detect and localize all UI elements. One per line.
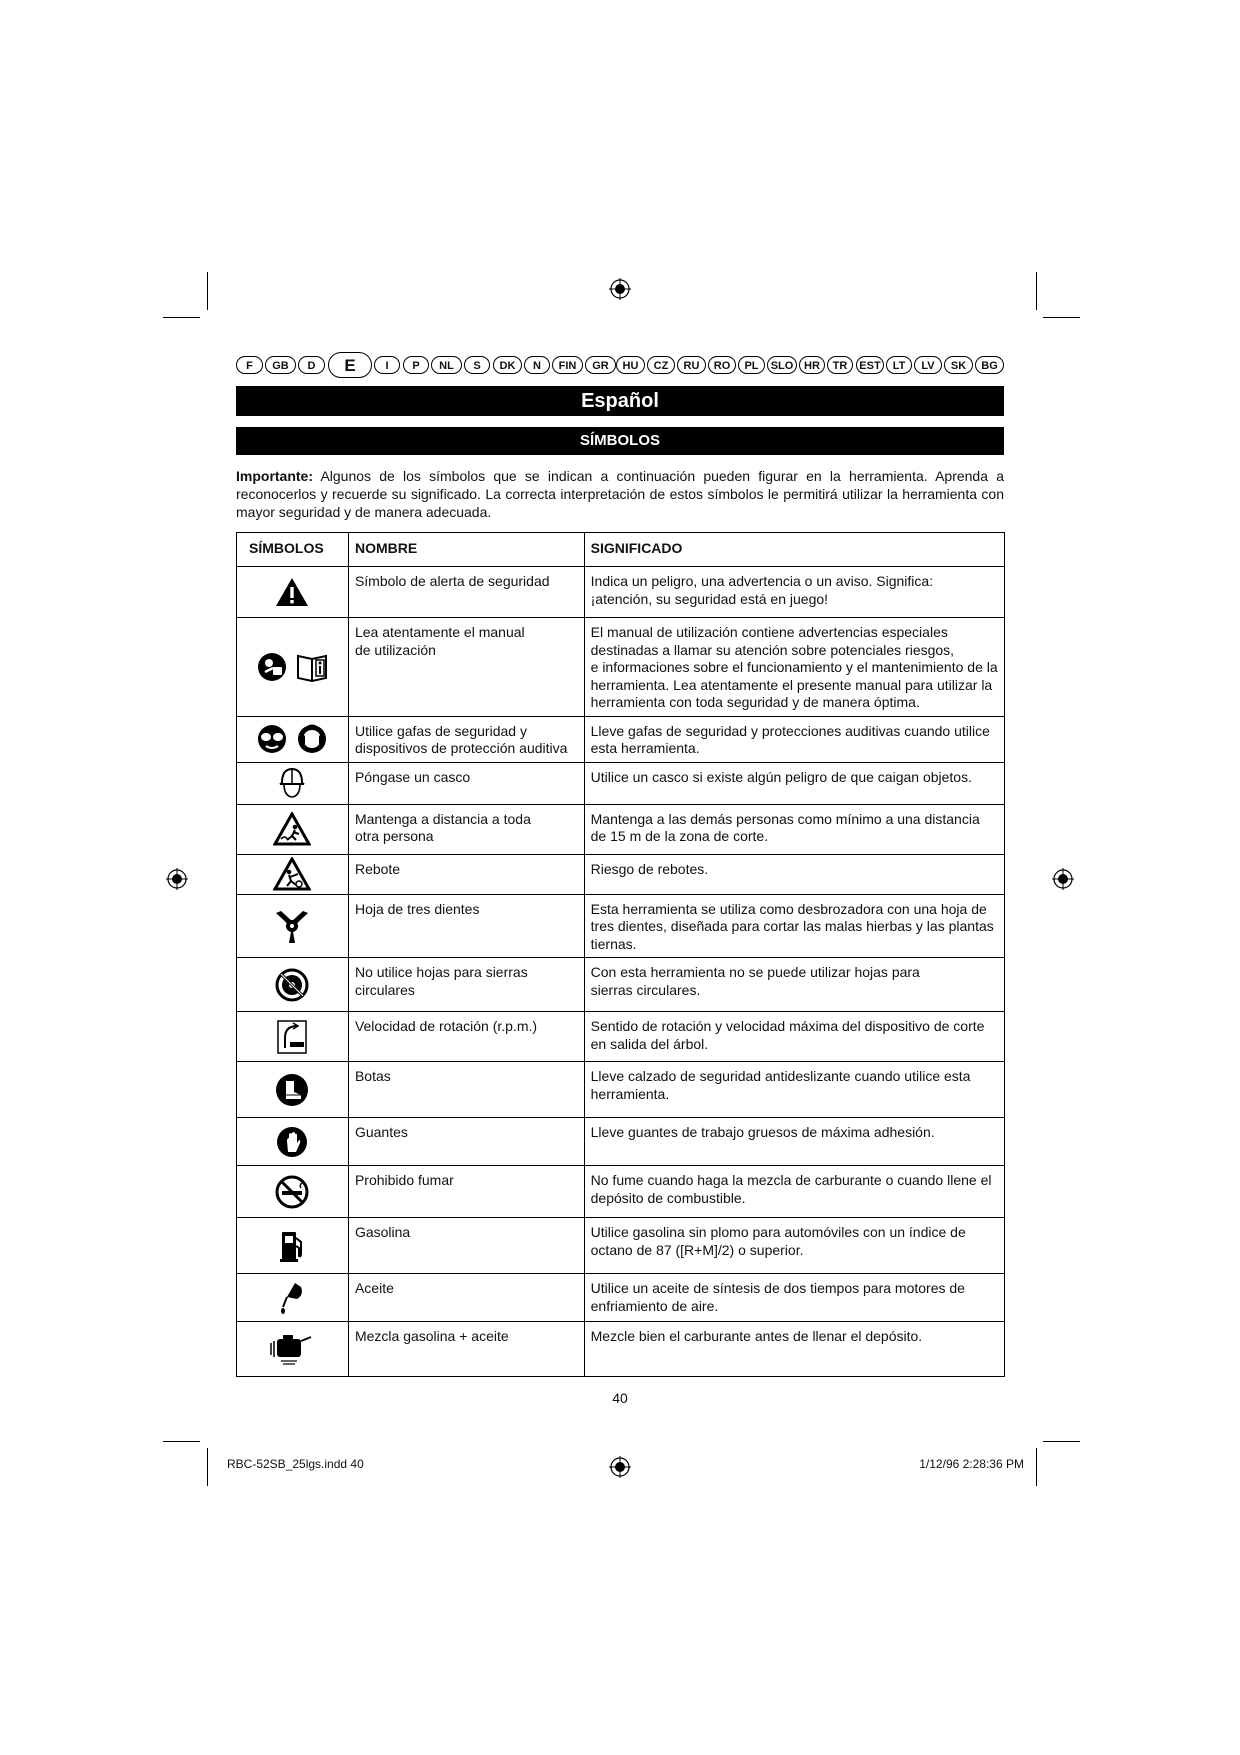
registration-mark-icon	[166, 868, 188, 890]
no-smoking-icon	[275, 1182, 309, 1198]
three-tooth-blade-icon	[272, 916, 312, 932]
symbol-cell	[237, 762, 349, 804]
crop-mark	[163, 1441, 200, 1442]
language-tab-est[interactable]: EST	[856, 356, 884, 374]
language-tab-nl[interactable]: NL	[431, 356, 462, 374]
gloves-icon	[276, 1132, 308, 1148]
no-circular-saw-icon	[275, 975, 309, 991]
language-tab-i[interactable]: I	[374, 356, 400, 374]
header-symbols: SÍMBOLOS	[237, 533, 349, 567]
symbol-meaning: Lleve gafas de seguridad y protecciones auditivas cuando utilice esta herramienta.	[584, 716, 1004, 762]
language-tab-fin[interactable]: FIN	[552, 356, 583, 374]
symbol-cell	[237, 618, 349, 717]
registration-mark-icon	[609, 278, 631, 300]
symbol-name: Hoja de tres dientes	[348, 894, 584, 958]
symbol-cell	[237, 716, 349, 762]
crop-mark	[1043, 1441, 1080, 1442]
language-tabs	[236, 355, 1004, 377]
language-tab-lt[interactable]: LT	[886, 356, 912, 374]
symbols-table	[236, 532, 1005, 1377]
language-tab-hu[interactable]: HU	[616, 356, 645, 374]
symbol-meaning: Utilice gasolina sin plomo para automóviles con un índice de octano de 87 ([R+M]/2) o superior.	[584, 1218, 1004, 1274]
language-tab-e[interactable]: E	[328, 352, 372, 378]
symbol-name: Símbolo de alerta de seguridad	[348, 567, 584, 618]
language-tab-ru[interactable]: RU	[677, 356, 706, 374]
header-meaning: SIGNIFICADO	[584, 533, 1004, 567]
language-tab-lv[interactable]: LV	[914, 356, 942, 374]
symbol-name: Guantes	[348, 1118, 584, 1166]
crop-mark	[1036, 272, 1037, 310]
symbol-meaning: No fume cuando haga la mezcla de carburante o cuando llene el depósito de combustible.	[584, 1166, 1004, 1218]
warning-triangle-icon	[274, 583, 310, 599]
language-tab-s[interactable]: S	[464, 356, 490, 374]
table-row	[237, 618, 1005, 717]
language-tab-gr[interactable]: GR	[585, 356, 616, 374]
language-tab-bg[interactable]: BG	[975, 356, 1004, 374]
keep-distance-icon	[273, 820, 311, 836]
table-header-row	[237, 533, 1005, 567]
language-tab-slo[interactable]: SLO	[767, 356, 797, 374]
language-tab-ro[interactable]: RO	[708, 356, 736, 374]
symbol-meaning: Lleve guantes de trabajo gruesos de máxima adhesión.	[584, 1118, 1004, 1166]
symbol-name: Póngase un casco	[348, 762, 584, 804]
registration-mark-icon	[609, 1456, 631, 1478]
symbol-meaning: Riesgo de rebotes.	[584, 854, 1004, 894]
footer-filename: RBC-52SB_25lgs.indd 40	[227, 1457, 364, 1471]
symbol-cell	[237, 1274, 349, 1322]
language-tab-f[interactable]: F	[236, 356, 263, 374]
symbol-meaning: Esta herramienta se utiliza como desbrozadora con una hoja de tres dientes, diseñada para cortar las malas hierbas y las plantas tiernas.	[584, 894, 1004, 958]
intro-lead: Importante:	[236, 468, 313, 484]
kickback-icon	[273, 865, 311, 881]
read-manual-icon	[256, 657, 328, 673]
section-title-bar: SÍMBOLOS	[236, 427, 1004, 455]
language-tab-p[interactable]: P	[403, 356, 429, 374]
table-row	[237, 567, 1005, 618]
table-row	[237, 854, 1005, 894]
table-row	[237, 1118, 1005, 1166]
symbol-cell	[237, 1012, 349, 1062]
symbol-cell	[237, 804, 349, 854]
symbol-cell	[237, 854, 349, 894]
footer-date: 1/12/96 2:28:36 PM	[919, 1457, 1024, 1471]
symbol-cell	[237, 1218, 349, 1274]
language-tab-sk[interactable]: SK	[944, 356, 973, 374]
symbol-cell	[237, 567, 349, 618]
symbol-meaning: Sentido de rotación y velocidad máxima del dispositivo de corte en salida del árbol.	[584, 1012, 1004, 1062]
fuel-mix-icon	[267, 1340, 317, 1356]
symbol-name: Rebote	[348, 854, 584, 894]
symbol-meaning: Indica un peligro, una advertencia o un aviso. Significa: ¡atención, su seguridad está en juego!	[584, 567, 1004, 618]
symbol-cell	[237, 958, 349, 1012]
symbol-cell	[237, 894, 349, 958]
symbol-name: No utilice hojas para sierras circulares	[348, 958, 584, 1012]
symbol-meaning: Utilice un aceite de síntesis de dos tiempos para motores de enfriamiento de aire.	[584, 1274, 1004, 1322]
table-row	[237, 958, 1005, 1012]
header-name: NOMBRE	[348, 533, 584, 567]
table-row	[237, 894, 1005, 958]
intro-paragraph	[236, 467, 1004, 521]
language-tab-dk[interactable]: DK	[493, 356, 522, 374]
language-tab-hr[interactable]: HR	[799, 356, 825, 374]
language-tab-cz[interactable]: CZ	[647, 356, 675, 374]
table-row	[237, 716, 1005, 762]
intro-text: Algunos de los símbolos que se indican a continuación pueden figurar en la herramienta. Aprenda a reconocerlos y recuerde su significado. La correcta interpretación de estos símbolos le permitirá utilizar la herramienta con mayor seguridad y de manera adecuada.	[236, 468, 1004, 520]
symbol-name: Prohibido fumar	[348, 1166, 584, 1218]
symbol-cell	[237, 1166, 349, 1218]
page-number: 40	[612, 1390, 628, 1406]
table-row	[237, 804, 1005, 854]
helmet-icon	[277, 774, 307, 790]
crop-mark	[1036, 1448, 1037, 1486]
table-row	[237, 1062, 1005, 1118]
symbol-name: Lea atentamente el manual de utilización	[348, 618, 584, 717]
symbol-meaning: Con esta herramienta no se puede utilizar hojas para sierras circulares.	[584, 958, 1004, 1012]
registration-mark-icon	[1052, 868, 1074, 890]
symbol-meaning: Utilice un casco si existe algún peligro de que caigan objetos.	[584, 762, 1004, 804]
symbol-cell	[237, 1118, 349, 1166]
language-title-bar: Español	[236, 386, 1004, 416]
goggles-ear-protection-icon	[256, 730, 328, 746]
table-row	[237, 1012, 1005, 1062]
crop-mark	[207, 272, 208, 310]
symbol-name: Mezcla gasolina + aceite	[348, 1322, 584, 1377]
language-tab-d[interactable]: D	[298, 356, 325, 374]
symbol-name: Mantenga a distancia a toda otra persona	[348, 804, 584, 854]
symbol-name: Velocidad de rotación (r.p.m.)	[348, 1012, 584, 1062]
crop-mark	[1043, 317, 1080, 318]
table-row	[237, 1322, 1005, 1377]
rotation-speed-icon	[277, 1027, 307, 1043]
symbol-cell	[237, 1062, 349, 1118]
fuel-pump-icon	[277, 1236, 307, 1252]
symbol-meaning: Lleve calzado de seguridad antideslizante cuando utilice esta herramienta.	[584, 1062, 1004, 1118]
oil-can-icon	[277, 1288, 307, 1304]
table-row	[237, 1218, 1005, 1274]
language-tab-tr[interactable]: TR	[827, 356, 853, 374]
crop-mark	[207, 1448, 208, 1486]
table-row	[237, 1166, 1005, 1218]
symbol-cell	[237, 1322, 349, 1377]
boots-icon	[275, 1080, 309, 1096]
symbol-meaning: Mantenga a las demás personas como mínimo a una distancia de 15 m de la zona de corte.	[584, 804, 1004, 854]
symbol-name: Utilice gafas de seguridad y dispositivos de protección auditiva	[348, 716, 584, 762]
table-row	[237, 1274, 1005, 1322]
table-row	[237, 762, 1005, 804]
language-tab-pl[interactable]: PL	[738, 356, 765, 374]
language-tab-n[interactable]: N	[524, 356, 550, 374]
symbol-name: Aceite	[348, 1274, 584, 1322]
symbol-name: Gasolina	[348, 1218, 584, 1274]
symbol-meaning: Mezcle bien el carburante antes de llenar el depósito.	[584, 1322, 1004, 1377]
language-tab-gb[interactable]: GB	[265, 356, 296, 374]
symbol-meaning: El manual de utilización contiene advertencias especiales destinadas a llamar su atención sobre potenciales riesgos, e informaciones sobre el funcionamiento y el mantenimiento de la herramienta. Lea atentamente el presente manual para utilizar la herramienta con toda seguridad y de manera óptima.	[584, 618, 1004, 717]
symbol-name: Botas	[348, 1062, 584, 1118]
crop-mark	[163, 317, 200, 318]
